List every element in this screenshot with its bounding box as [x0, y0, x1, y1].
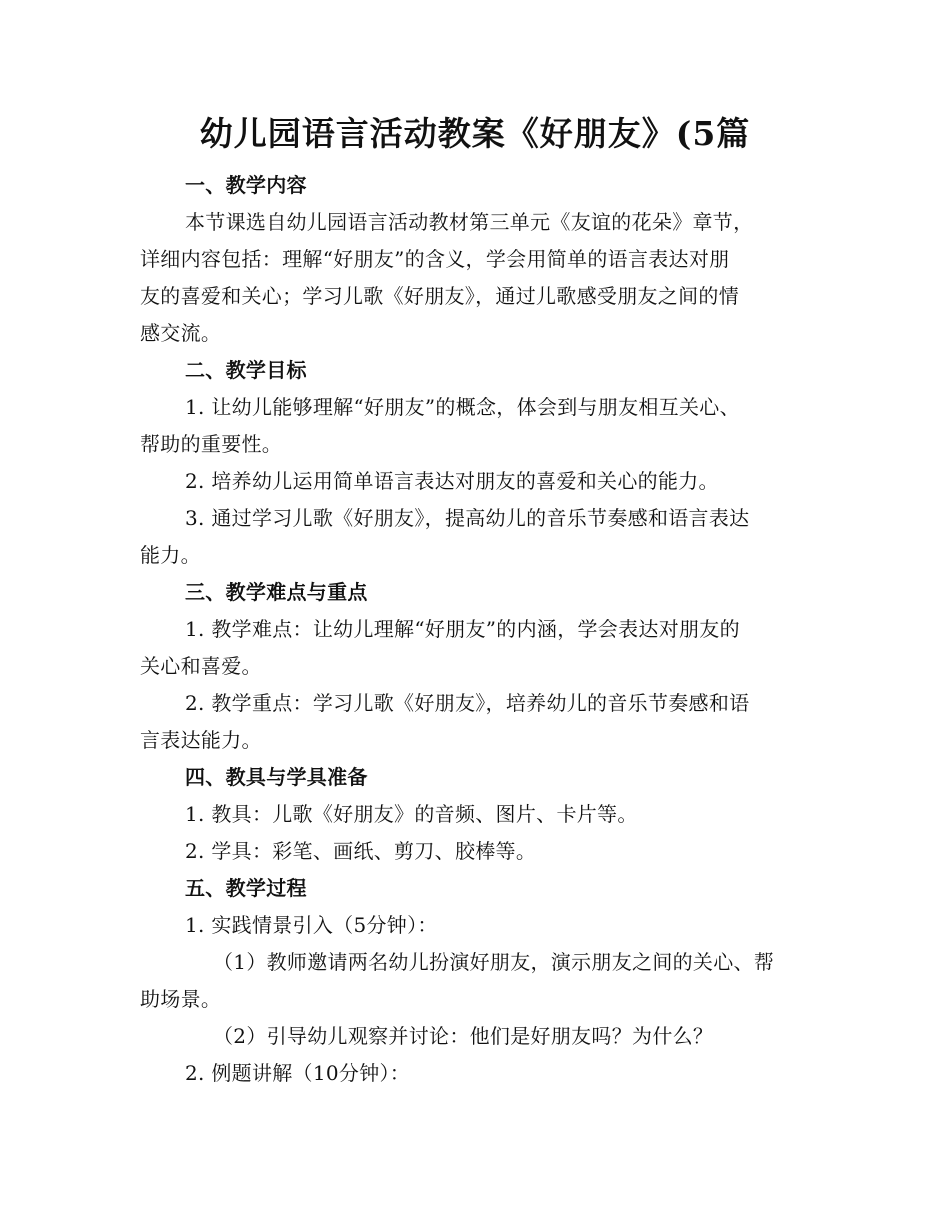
paragraph-line: 本节课选自幼儿园语言活动教材第三单元《友谊的花朵》章节， [185, 210, 754, 234]
paragraph-line: 2. 培养幼儿运用简单语言表达对朋友的喜爱和关心的能力。 [185, 469, 719, 493]
section-heading-process: 五、教学过程 [185, 876, 307, 900]
paragraph-line: 感交流。 [140, 321, 222, 345]
paragraph-line: （1）教师邀请两名幼儿扮演好朋友，演示朋友之间的关心、帮 [213, 950, 775, 974]
paragraph-line: 言表达能力。 [140, 728, 262, 752]
paragraph-line: 1. 实践情景引入（5分钟）： [185, 913, 438, 937]
section-heading-goals: 二、教学目标 [185, 358, 307, 382]
section-heading-materials: 四、教具与学具准备 [185, 765, 368, 789]
paragraph-line: 帮助的重要性。 [140, 432, 283, 456]
paragraph-line: 详细内容包括：理解“好朋友”的含义，学会用简单的语言表达对朋 [140, 247, 730, 271]
paragraph-line: 1. 教学难点：让幼儿理解“好朋友”的内涵，学会表达对朋友的 [185, 617, 740, 641]
paragraph-line: 3. 通过学习儿歌《好朋友》，提高幼儿的音乐节奏感和语言表达 [185, 506, 750, 530]
paragraph-line: 2. 例题讲解（10分钟）： [185, 1061, 411, 1085]
paragraph-line: 2. 学具：彩笔、画纸、剪刀、胶棒等。 [185, 839, 537, 863]
paragraph-line: 能力。 [140, 543, 201, 567]
paragraph-line: 1. 教具：儿歌《好朋友》的音频、图片、卡片等。 [185, 802, 638, 826]
paragraph-line: 关心和喜爱。 [140, 654, 262, 678]
paragraph-line: 1. 让幼儿能够理解“好朋友”的概念，体会到与朋友相互关心、 [185, 395, 740, 419]
section-heading-difficulties: 三、教学难点与重点 [185, 580, 368, 604]
document-title: 幼儿园语言活动教案《好朋友》(5篇 [199, 114, 751, 153]
section-heading-content: 一、教学内容 [185, 173, 307, 197]
paragraph-line: 2. 教学重点：学习儿歌《好朋友》，培养幼儿的音乐节奏感和语 [185, 691, 750, 715]
paragraph-line: （2）引导幼儿观察并讨论：他们是好朋友吗？为什么？ [213, 1024, 714, 1048]
paragraph-line: 助场景。 [140, 987, 222, 1011]
paragraph-line: 友的喜爱和关心；学习儿歌《好朋友》，通过儿歌感受朋友之间的情 [140, 284, 739, 308]
